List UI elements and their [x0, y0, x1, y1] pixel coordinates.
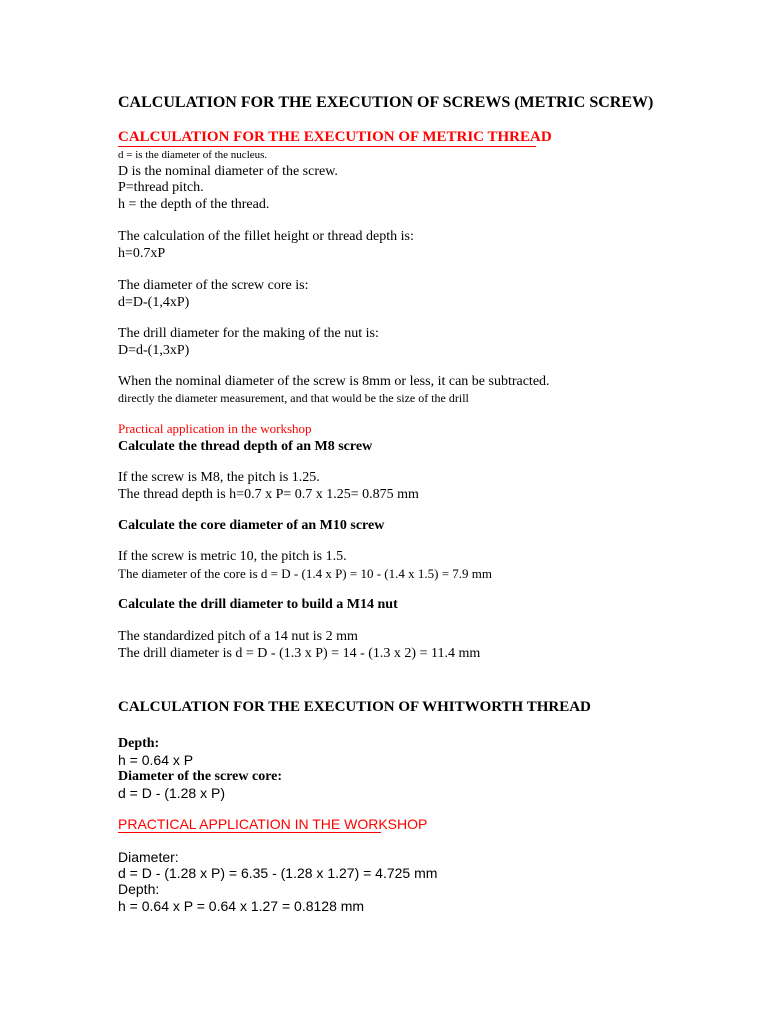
example-m8-line-2: The thread depth is h=0.7 x P= 0.7 x 1.25= 0.875 mm — [118, 487, 419, 502]
metric-thread-heading-text: CALCULATION FOR THE EXECUTION OF METRIC THREAD — [118, 129, 552, 145]
practical-heading-metric: Practical application in the workshop — [118, 421, 312, 436]
drill-intro: The drill diameter for the making of the nut is: — [118, 326, 379, 341]
whitworth-core-formula: d = D - (1.28 x P) — [118, 785, 225, 801]
definition-P: P=thread pitch. — [118, 180, 204, 195]
whitworth-core-label: Diameter of the screw core: — [118, 769, 283, 784]
whitworth-depth-formula: h = 0.64 x P — [118, 752, 194, 768]
example-m14-line-1: The standardized pitch of a 14 nut is 2 mm — [118, 629, 358, 644]
document-title: CALCULATION FOR THE EXECUTION OF SCREWS (METRIC SCREW) — [118, 94, 654, 111]
example-m8-line-1: If the screw is M8, the pitch is 1.25. — [118, 470, 320, 485]
whitworth-heading: CALCULATION FOR THE EXECUTION OF WHITWORTH THREAD — [118, 699, 591, 715]
example-m14-line-2: The drill diameter is d = D - (1.3 x P) = 14 - (1.3 x 2) = 11.4 mm — [118, 646, 481, 661]
example-m10-line-2: The diameter of the core is d = D - (1.4 x P) = 10 - (1.4 x 1.5) = 7.9 mm — [118, 566, 492, 581]
metric-thread-heading — [118, 130, 552, 145]
fillet-intro: The calculation of the fillet height or thread depth is: — [118, 229, 414, 244]
practical-heading-whitworth-text: PRACTICAL APPLICATION IN THE WORKSHOP — [118, 816, 428, 832]
fillet-formula: h=0.7xP — [118, 246, 166, 261]
drill-formula: D=d-(1,3xP) — [118, 343, 190, 358]
example-m10-line-1: If the screw is metric 10, the pitch is 1.5. — [118, 549, 347, 564]
whitworth-depth-label-2: Depth: — [118, 881, 160, 897]
note-line-1: When the nominal diameter of the screw is 8mm or less, it can be subtracted. — [118, 374, 550, 389]
whitworth-depth-label: Depth: — [118, 736, 160, 751]
definition-h: h = the depth of the thread. — [118, 197, 270, 212]
definition-D: D is the nominal diameter of the screw. — [118, 164, 338, 179]
definition-d: d = is the diameter of the nucleus. — [118, 149, 268, 161]
example-m10-heading: Calculate the core diameter of an M10 screw — [118, 518, 385, 533]
whitworth-diameter-label: Diameter: — [118, 849, 179, 865]
core-intro: The diameter of the screw core is: — [118, 278, 309, 293]
example-m14-heading: Calculate the drill diameter to build a M14 nut — [118, 597, 398, 612]
note-line-2: directly the diameter measurement, and that would be the size of the drill — [118, 391, 469, 405]
practical-heading-whitworth — [118, 817, 427, 831]
whitworth-depth-calc: h = 0.64 x P = 0.64 x 1.27 = 0.8128 mm — [118, 898, 365, 914]
example-m8-heading: Calculate the thread depth of an M8 screw — [118, 439, 373, 454]
core-formula: d=D-(1,4xP) — [118, 295, 190, 310]
whitworth-diameter-calc: d = D - (1.28 x P) = 6.35 - (1.28 x 1.27) = 4.725 mm — [118, 865, 438, 881]
